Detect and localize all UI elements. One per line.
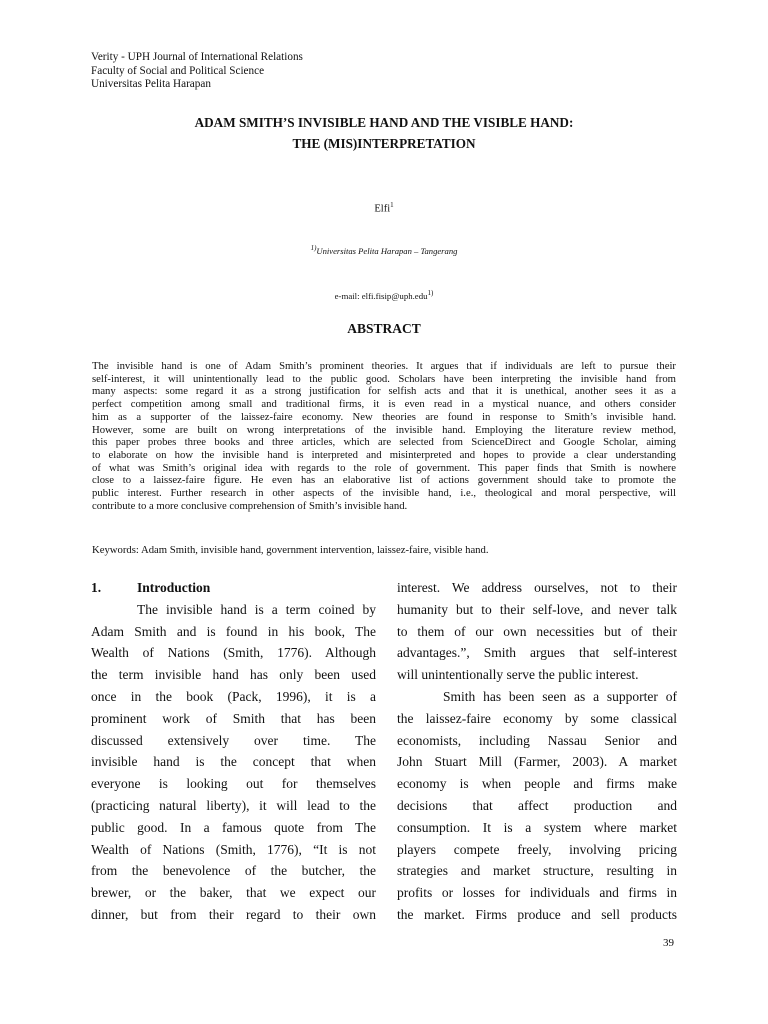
abstract-heading: ABSTRACT bbox=[347, 321, 421, 336]
abstract-line: to elaborate on how the invisible hand is interpreted and misinterpreted and hopes to provide a clear understanding bbox=[92, 448, 676, 461]
body-line: humanity but to their self-love, and never talk bbox=[397, 601, 677, 617]
body-line: players compete freely, involving pricing bbox=[397, 841, 677, 857]
abstract-body bbox=[92, 360, 676, 512]
body-line: from the benevolence of the butcher, the bbox=[91, 863, 376, 879]
body-line: consumption. It is a system where market bbox=[397, 819, 677, 835]
title-line-2: THE (MIS)INTERPRETATION bbox=[292, 136, 476, 151]
paper-title bbox=[0, 112, 768, 154]
body-line: dinner, but from their regard to their own bbox=[91, 906, 376, 922]
body-line: to them of our own necessities but of their bbox=[397, 623, 677, 639]
section-heading bbox=[91, 577, 376, 599]
abstract-line: him as a supporter of the laissez-faire economy. New theories are found in response to Smith’s invisible hand. bbox=[92, 410, 676, 423]
body-line: profits or losses for individuals and firms in bbox=[397, 885, 677, 901]
body-line: Wealth of Nations (Smith, 1776), “It is not bbox=[91, 841, 376, 857]
body-line: public good. In a famous quote from The bbox=[91, 819, 376, 835]
journal-name: Verity - UPH Journal of International Relations bbox=[91, 51, 303, 63]
body-line: brewer, or the baker, that we expect our bbox=[91, 885, 376, 901]
abstract-line: self-interest, it will unintentionally lead to the public good. Scholars have been interpreting the invisible hand from bbox=[92, 372, 676, 385]
affiliation-superscript: 1) bbox=[310, 244, 317, 252]
body-line: Smith has been seen as a supporter of bbox=[443, 688, 677, 704]
abstract-line: However, some are built on wrong interpretations of the invisible hand. Employing the literature review method, bbox=[92, 423, 676, 436]
body-line: discussed extensively over time. The bbox=[91, 732, 376, 748]
email-superscript: 1) bbox=[427, 289, 434, 297]
body-line: prominent work of Smith that has been bbox=[91, 710, 376, 726]
section-title: Introduction bbox=[137, 580, 211, 595]
body-line: will unintentionally serve the public interest. bbox=[397, 667, 639, 683]
running-header bbox=[91, 51, 303, 92]
section-number: 1. bbox=[91, 580, 102, 595]
body-line: the laissez-faire economy by some classical bbox=[397, 710, 677, 726]
email-text: e-mail: elfi.fisip@uph.edu bbox=[334, 290, 428, 301]
body-line: Adam Smith and is found in his book, The bbox=[91, 623, 376, 639]
abstract-line: perfect competition among small and traditional firms, it is even read in a mystical nuance, and others consider bbox=[92, 398, 676, 411]
abstract-line: The invisible hand is one of Adam Smith’s prominent theories. It argues that if individuals are left to pursue their bbox=[92, 360, 676, 372]
abstract-line: public interest. Further research in other aspects of the invisible hand, i.e., theological and moral perspective, will bbox=[92, 487, 676, 500]
affiliation-text: Universitas Pelita Harapan – Tangerang bbox=[316, 245, 458, 256]
body-line: the term invisible hand has only been used bbox=[91, 667, 376, 683]
author bbox=[0, 201, 768, 215]
abstract-line: this paper probes three books and three articles, which are selected from ScienceDirect and Google Scholar, aiming bbox=[92, 436, 676, 449]
faculty-name: Faculty of Social and Political Science bbox=[91, 64, 265, 77]
abstract-line: of what was Smith’s original idea with regards to the role of government. This paper finds that Smith is nowhere bbox=[92, 461, 676, 474]
university-name: Universitas Pelita Harapan bbox=[91, 78, 211, 90]
body-line: The invisible hand is a term coined by bbox=[137, 601, 376, 617]
body-line: interest. We address ourselves, not to their bbox=[397, 580, 677, 595]
body-line: Wealth of Nations (Smith, 1776). Although bbox=[91, 645, 376, 661]
body-line: economists, including Nassau Senior and bbox=[397, 732, 677, 748]
body-line: advantages.”, Smith argues that self-interest bbox=[397, 645, 677, 661]
body-line: strategies and market structure, resulting in bbox=[397, 863, 677, 879]
keywords: Keywords: Adam Smith, invisible hand, government intervention, laissez-faire, visible hand. bbox=[92, 544, 489, 556]
title-line-1: ADAM SMITH’S INVISIBLE HAND AND THE VISIBLE HAND: bbox=[194, 115, 574, 130]
abstract-line: many aspects: some regard it as a strong justification for selfish acts and that it is unethical, another sees it as a bbox=[92, 385, 676, 398]
body-line: the market. Firms produce and sell products bbox=[397, 906, 677, 922]
body-line: everyone is looking out for themselves bbox=[91, 776, 376, 792]
body-line: John Stuart Mill (Farmer, 2003). A market bbox=[397, 754, 677, 770]
right-column bbox=[397, 577, 677, 926]
author-name: Elfi bbox=[374, 203, 391, 215]
email bbox=[0, 289, 768, 301]
page-number: 39 bbox=[663, 937, 674, 949]
abstract-line: contribute to a more conclusive comprehension of Smith’s invisible hand. bbox=[92, 499, 408, 512]
left-column bbox=[91, 577, 376, 926]
body-line: (practicing natural liberty), it will lead to the bbox=[91, 797, 376, 813]
affiliation bbox=[0, 244, 768, 256]
abstract-line: close to a laissez-faire figure. He even has an elaborative list of actions government should take to promote the bbox=[92, 474, 676, 487]
body-line: once in the book (Pack, 1996), it is a bbox=[91, 688, 376, 704]
body-line: invisible hand is the concept that when bbox=[91, 754, 376, 770]
author-superscript: 1 bbox=[390, 201, 394, 209]
body-line: decisions that affect production and bbox=[397, 797, 677, 813]
body-line: economy is when people and firms make bbox=[397, 776, 677, 792]
